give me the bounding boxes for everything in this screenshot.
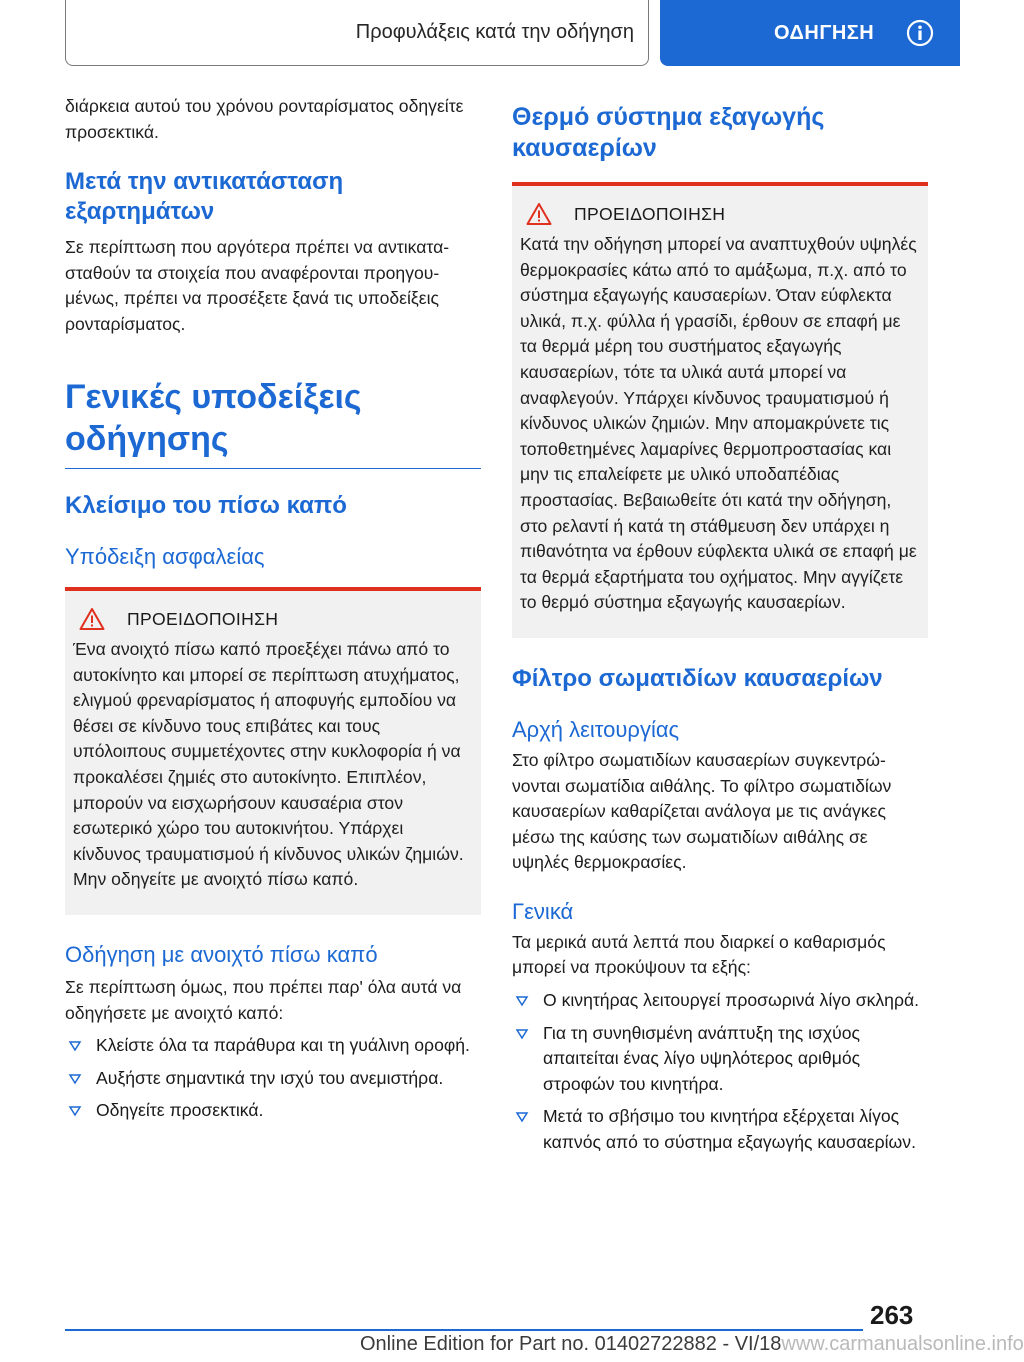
bullet-triangle-icon [516, 1111, 528, 1123]
footer-divider [65, 1329, 863, 1331]
warning-header [526, 202, 920, 226]
right-column [512, 94, 928, 1156]
trunk-closing-heading: Κλείσιμο του πίσω καπό [65, 492, 347, 520]
page-number: 263 [870, 1300, 914, 1330]
bullet-triangle-icon [69, 1040, 81, 1052]
list-item: Αυξήστε σημαντικά την ισχύ του ανεμιστήρα. [65, 1066, 481, 1092]
list-item: Κλείστε όλα τα παράθυρα και τη γυάλινη οροφή. [65, 1033, 481, 1059]
left-column [65, 94, 481, 1124]
trunk-warning-box [65, 587, 481, 915]
watermark: www.carmanualsonline.info [781, 1333, 1024, 1355]
heading-divider [65, 468, 481, 470]
principle-paragraph: Στο φίλτρο σωματιδίων καυσαερίων συγκεντρώνονται σωματίδια αιθάλης. Το φίλτρο σωματιδίων καυσαερίων καθαρίζεται ανάλογα με τις ανάγκες μέσω της καύσης των σωματιδίων αιθάλης σε υψηλές θερμοκρασίες. [512, 749, 892, 873]
bullet-triangle-icon [516, 995, 528, 1007]
header-section-title: Προφυλάξεις κατά την οδήγηση [355, 21, 634, 43]
general-paragraph: Τα μερικά αυτά λεπτά που διαρκεί ο καθαρισμός μπορεί να προκύψουν τα εξής: [512, 931, 886, 978]
header-section-tab [65, 0, 649, 66]
warning-text: Κατά την οδήγηση μπορεί να αναπτυχθούν υψηλές θερμοκρασίες κάτω από το αμάξωμα, π.χ. από το σύστημα εξαγωγής καυσαερίων. Όταν εύφλεκτα υλικά, π.χ. φύλλα ή γρασίδι, έρθουν σε επαφή με τα θερμά μέρη του συστήματος εξαγωγής καυσαερίων, τότε τα υλικά αυτά μπορεί να αναφλεγούν. Υπάρχει κίνδυνος τραυματισμού ή κίνδυνος υλικών ζημιών. Μην απομακρύνετε τις τοποθετημένες λαμαρίνες θερμοπροστασίας και μην τις επαλείφετε με υλικό υποδαπέδιας προστασίας. Βεβαιωθείτε ότι κατά την οδήγηση, στο ρελαντί ή κατά τη στάθμευση δεν υπάρχει η πιθανότητα να έρθουν εύφλεκτα υλικά σε επαφή με τα θερμά εξαρτήματα του οχήματος. Μην αγγίζετε το θερμό σύστημα εξαγωγής καυσαερίων. [520, 234, 917, 613]
info-icon [906, 19, 934, 47]
particle-filter-heading: Φίλτρο σωματιδίων καυσαερίων [512, 664, 883, 692]
intro-paragraph: διάρκεια αυτού του χρόνου ρονταρίσματος οδηγείτε προσεκτικά. [65, 96, 464, 142]
list-item: Οδηγείτε προσεκτικά. [65, 1098, 481, 1124]
list-item: Μετά το σβήσιμο του κινητήρα εξέρχεται λίγος καπνός από το σύστημα εξαγωγής καυσαερίων. [512, 1104, 928, 1155]
list-item: Ο κινητήρας λειτουργεί προσωρινά λίγο σκληρά. [512, 988, 928, 1014]
open-trunk-heading: Οδήγηση με ανοιχτό πίσω καπό [65, 942, 378, 967]
warning-header [79, 607, 473, 631]
safety-note-heading: Υπόδειξη ασφαλείας [65, 544, 265, 570]
header-chapter-tab [660, 0, 960, 66]
open-trunk-paragraph: Σε περίπτωση όμως, που πρέπει παρ' όλα αυτά να οδηγήσετε με ανοιχτό καπό: [65, 977, 462, 1023]
warning-label: ΠΡΟΕΙΔΟΠΟΙΗΣΗ [574, 203, 726, 224]
cleaning-effects-list [512, 988, 928, 1156]
bullet-triangle-icon [69, 1073, 81, 1085]
list-item: Για τη συνηθισμένη ανάπτυξη της ισχύος απαιτείται ένας λίγο υψηλότερος αριθμός στροφών του κινητήρα. [512, 1021, 928, 1098]
after-replacement-heading: Μετά την αντικατάσταση εξαρτημάτων [65, 168, 344, 226]
general-driving-heading: Γενικές υποδείξεις οδήγησης [65, 377, 362, 458]
bullet-triangle-icon [516, 1028, 528, 1040]
bullet-triangle-icon [69, 1105, 81, 1117]
header-chapter-title: ΟΔΗΓΗΣΗ [774, 21, 875, 44]
footer-edition [360, 1333, 1024, 1356]
after-replacement-paragraph: Σε περίπτωση που αργότερα πρέπει να αντικατασταθούν τα στοιχεία που αναφέρονται προηγουμένως, πρέπει να προσέξετε ξανά τις υποδείξεις ρονταρίσματος. [65, 237, 450, 334]
open-trunk-list [65, 1033, 481, 1124]
warning-label: ΠΡΟΕΙΔΟΠΟΙΗΣΗ [127, 608, 279, 629]
edition-text: Online Edition for Part no. 01402722882 - VI/18 [360, 1333, 782, 1355]
exhaust-warning-box [512, 182, 928, 638]
warning-text: Ένα ανοιχτό πίσω καπό προεξέχει πάνω από το αυτοκίνητο και μπορεί σε περίπτωση ατυχήματος, ελιγμού φρεναρίσματος ή αποφυγής εμποδίου να θέσει σε κίνδυνο τους επιβάτες και τους υπόλοιπους συμμετέχοντες στην κυκλοφορία ή να προκαλέσει ζημιές στο αυτοκίνητο. Επιπλέον, μπορούν να εισχωρήσουν καυσαέρια στον εσωτερικό χώρο του αυτοκινήτου. Υπάρχει κίνδυνος τραυματισμού ή κίνδυνος υλικών ζημιών. Μην οδηγείτε με ανοιχτό πίσω καπό. [73, 639, 464, 890]
hot-exhaust-heading: Θερμό σύστημα εξαγωγής καυσαερίων [512, 103, 825, 162]
principle-heading: Αρχή λειτουργίας [512, 716, 680, 742]
warning-triangle-icon [526, 202, 552, 226]
warning-triangle-icon [79, 607, 105, 631]
general-heading: Γενικά [512, 898, 574, 924]
